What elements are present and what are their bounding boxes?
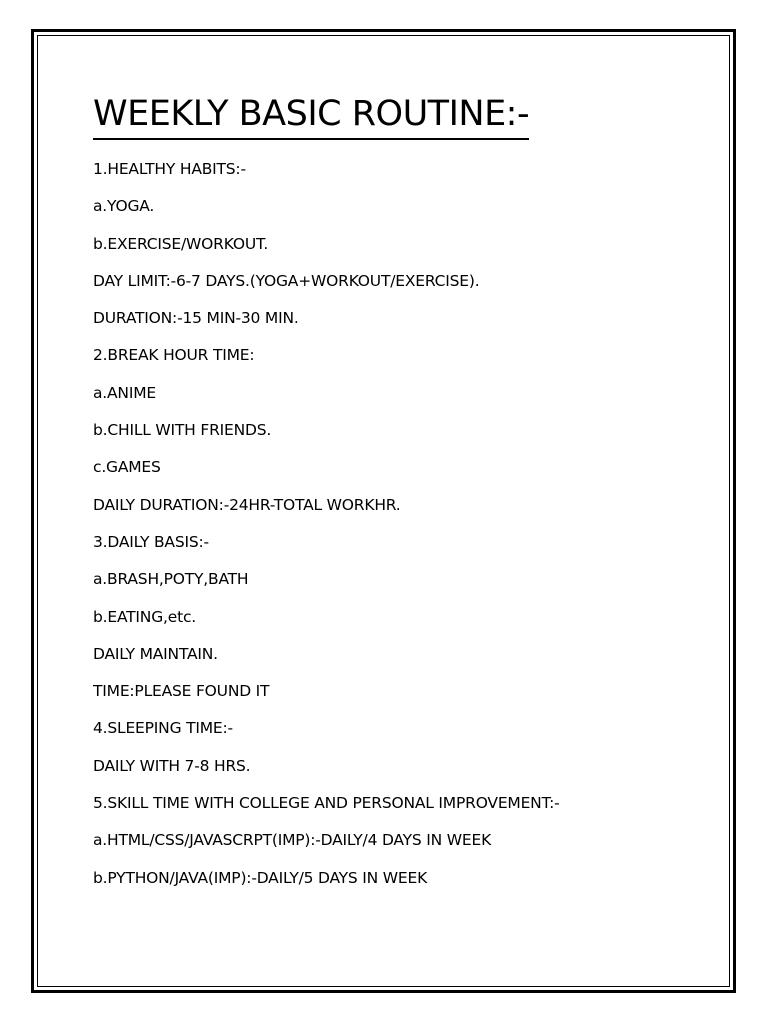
routine-line: DAILY DURATION:-24HR-TOTAL WORKHR. [93, 495, 401, 514]
routine-line: c.GAMES [93, 458, 161, 477]
routine-line: 4.SLEEPING TIME:- [93, 719, 233, 738]
routine-line: a.ANIME [93, 383, 156, 402]
routine-line: TIME:PLEASE FOUND IT [93, 682, 270, 701]
routine-line: a.YOGA. [93, 197, 155, 216]
routine-list [93, 158, 713, 904]
routine-line: DAILY MAINTAIN. [93, 644, 218, 663]
routine-line: DURATION:-15 MIN-30 MIN. [93, 309, 299, 328]
routine-line: b.CHILL WITH FRIENDS. [93, 421, 272, 440]
routine-line: b.EXERCISE/WORKOUT. [93, 234, 269, 253]
routine-line: b.PYTHON/JAVA(IMP):-DAILY/5 DAYS IN WEEK [93, 868, 428, 887]
routine-line: 3.DAILY BASIS:- [93, 532, 209, 551]
routine-line: a.HTML/CSS/JAVASCRPT(IMP):-DAILY/4 DAYS IN WEEK [93, 831, 492, 850]
routine-line: DAILY WITH 7-8 HRS. [93, 756, 251, 775]
document-body [93, 90, 713, 904]
routine-line: 5.SKILL TIME WITH COLLEGE AND PERSONAL IMPROVEMENT:- [93, 794, 560, 813]
document-title: WEEKLY BASIC ROUTINE:- [93, 90, 529, 140]
routine-line: DAY LIMIT:-6-7 DAYS.(YOGA+WORKOUT/EXERCISE). [93, 271, 480, 290]
routine-line: b.EATING,etc. [93, 607, 196, 626]
routine-line: 2.BREAK HOUR TIME: [93, 346, 255, 365]
routine-line: 1.HEALTHY HABITS:- [93, 160, 246, 178]
routine-line: a.BRASH,POTY,BATH [93, 570, 249, 589]
